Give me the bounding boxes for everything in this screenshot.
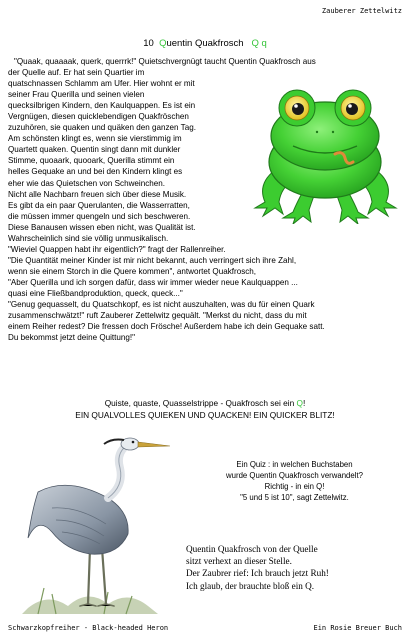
story-line: die müssen immer quengeln und sich beschweren. (8, 211, 191, 221)
poem-line: Ich glaub, der brauchte bloß ein Q. (186, 580, 315, 591)
quiz-box (192, 459, 397, 503)
story-line: Vergnügen, diesen quicklebendigen Quakfröschen (8, 112, 189, 122)
story-line: eher wie das Quietschen von Schweinchen. (8, 178, 166, 188)
story-line: Nicht alle Nachbarn freuen sich über diese Musik. (8, 189, 187, 199)
story-line: quatschnassen Schlamm am Ufer. Hier wohnt er mit (8, 79, 195, 89)
heron-illustration (8, 428, 173, 618)
title-q-letter: Q (159, 38, 167, 49)
story-line: "Aber Querilla und ich sorgen dafür, dass wir immer wieder neue Kaulquappen ... (8, 277, 298, 287)
frog-illustration (253, 84, 398, 224)
spell-slogan (0, 397, 410, 421)
story-line: "Genug gequasselt, du Quatschkopf, es ist nicht auszuhalten, was du für einen Quark (8, 300, 315, 310)
story-line: Es gibt da ein paar Querulanten, die Wasserratten, (8, 200, 190, 210)
story-line: quasi eine Fließbandproduktion, queck, queck..." (8, 288, 183, 298)
quiz-line: Ein Quiz : in welchen Buchstaben (236, 460, 353, 469)
title-number: 10 (143, 38, 154, 49)
story-line: "Die Quantität meiner Kinder ist mir nicht bekannt, auch verringert sich ihre Zahl, (8, 255, 297, 265)
slogan-line-1: Quiste, quaste, Quasselstrippe - Quakfrosch sei ein Q! (104, 398, 306, 408)
story-line: Am schönsten klingt es, wenn sie vierstimmig im (8, 134, 182, 144)
story-line: "Wieviel Quappen habt ihr eigentlich?" fragt der Rallenreiher. (8, 244, 226, 254)
slogan-line-2: EIN QUALVOLLES QUIEKEN UND QUACKEN! EIN QUICKER BLITZ! (75, 410, 335, 420)
story-line: zusammenschwätzt!" ruft Zauberer Zettelwitz gequält. "Merkst du nicht, dass du mit (8, 311, 307, 321)
story-line: Quartett quaken. Quentin singt dann mit dunkler (8, 145, 181, 155)
story-line: Diese Banausen wissen eben nicht, was Qualität ist. (8, 222, 196, 232)
title-letters: Q q (251, 38, 267, 49)
poem-line: sitzt verhext an dieser Stelle. (186, 556, 292, 567)
poem-line: Der Zaubrer rief: Ich brauch jetzt Ruh! (186, 568, 329, 579)
story-line: seiner Frau Querilla und seinen vielen (8, 90, 145, 100)
poem (186, 543, 401, 592)
story-line: zuzuhören, sie quaken und quäken den ganzen Tag. (8, 123, 196, 133)
story-line: "Quaak, quaaaak, querk, querrrk!" Quietschvergnügt taucht Quentin Quakfrosch aus (14, 57, 316, 66)
quiz-line: wurde Quentin Quakfrosch verwandelt? (226, 471, 363, 480)
story-line: quecksilbrigen Kindern, den Kaulquappen. Es ist ein (8, 101, 196, 111)
story-line: Wahrscheinlich sind sie völlig unmusikalisch. (8, 233, 169, 243)
header-author: Zauberer Zettelwitz (321, 7, 402, 15)
poem-line: Quentin Quakfrosch von der Quelle (186, 544, 318, 554)
story-line: Stimme, quoaark, quooark, Querilla stimmt ein (8, 156, 175, 166)
page-title (0, 38, 410, 49)
story-line: der Quelle auf. Er hat sein Quartier im (8, 68, 145, 78)
quiz-line: Richtig - in ein Q! (264, 482, 325, 491)
story-line: helles Gequake an und bei den Kindern klingt es (8, 167, 183, 177)
quiz-line: "5 und 5 ist 10", sagt Zettelwitz. (240, 493, 349, 502)
story-line: Du bekommst jetzt deine Quittung!" (8, 333, 136, 343)
footer-credit: Ein Rosie Breuer Buch (313, 624, 402, 632)
story-line: wenn sie einem Storch in die Quere kommen", antwortet Quakfrosch, (8, 266, 257, 276)
footer-caption: Schwarzkopfreiher - Black-headed Heron (8, 624, 169, 632)
story-line: einem Reiher redest? Die fressen doch Frösche! Außerdem habe ich dein Gequake satt. (8, 322, 325, 332)
title-rest: uentin Quakfrosch (166, 38, 244, 49)
